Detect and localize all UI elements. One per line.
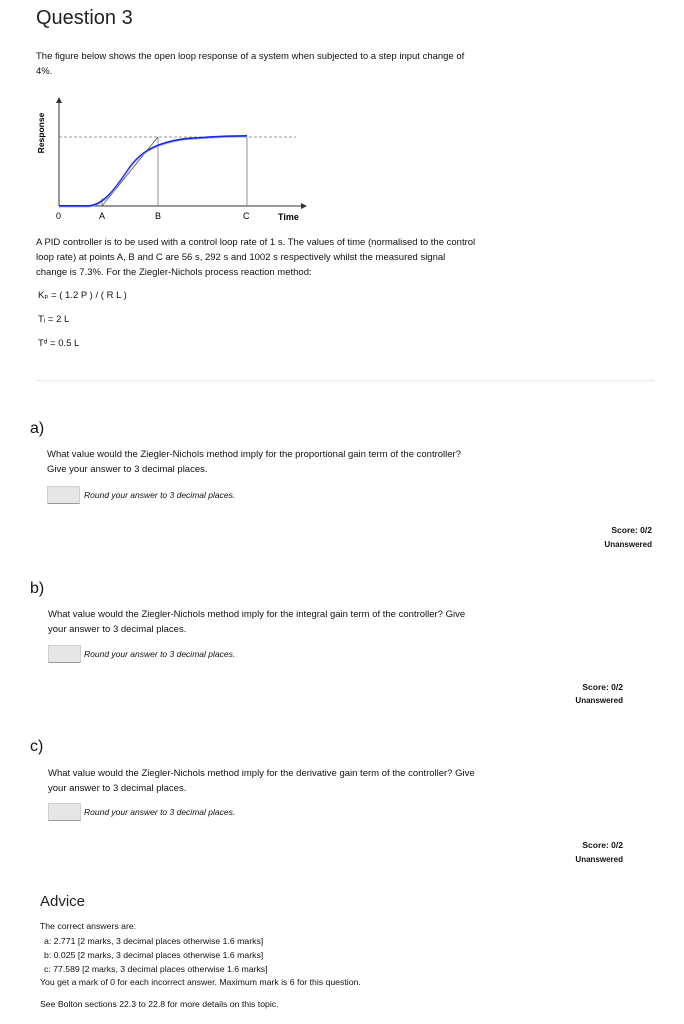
point-0-label: 0 [56,211,62,221]
part-a-hint: Round your answer to 3 decimal places. [84,490,236,500]
part-a-score: Score: 0/2 [611,525,652,535]
part-c-score: Score: 0/2 [582,840,623,850]
formula-kp: Kₚ = ( 1.2 P ) / ( R L ) [38,290,127,301]
part-b-score: Score: 0/2 [582,682,623,692]
advice-answer-a: a: 2.771 [2 marks, 3 decimal places otherwise 1.6 marks] [44,936,264,946]
part-a-status: Unanswered [604,540,652,549]
formula-ti: Tᵢ = 2 L [38,314,70,325]
part-c-answer-input[interactable] [48,803,81,821]
part-c-label: c) [30,738,44,755]
advice-answer-b: b: 0.025 [2 marks, 3 decimal places otherwise 1.6 marks] [44,950,264,960]
x-axis-label: Time [278,212,299,222]
step-response-figure [34,88,314,228]
part-b-answer-input[interactable] [48,645,81,663]
advice-intro: The correct answers are: [40,921,137,931]
point-b-label: B [155,211,162,221]
question-description: A PID controller is to be used with a control loop rate of 1 s. The values of time (normalised to the control loop rate) at points A, B and C are 56 s, 292 s and 1002 s respectively whilst the measured signal change is 7.3%. For the Ziegler-Nichols process reaction method: [36,237,476,278]
part-a-label: a) [30,420,45,437]
point-a-label: A [99,211,106,221]
part-b-question: What value would the Ziegler-Nichols method imply for the integral gain term of the controller? Give your answer to 3 decimal places. [48,609,466,635]
section-divider [36,380,654,381]
response-curve [59,136,247,206]
part-a-question: What value would the Ziegler-Nichols method imply for the proportional gain term of the controller? Give your answer to 3 decimal places. [47,449,461,475]
part-b-label: b) [30,580,45,597]
advice-answer-c: c: 77.589 [2 marks, 3 decimal places otherwise 1.6 marks] [44,964,268,974]
advice-marking: You get a mark of 0 for each incorrect answer. Maximum mark is 6 for this question. [40,977,361,987]
question-intro: The figure below shows the open loop response of a system when subjected to a step input change of 4%. [36,51,465,77]
part-c-status: Unanswered [575,855,623,864]
formula-td: Tᵈ = 0.5 L [38,338,80,349]
part-b-status: Unanswered [575,696,623,705]
y-axis-label: Response [36,112,46,154]
part-a-answer-input[interactable] [47,486,80,504]
part-b-hint: Round your answer to 3 decimal places. [84,649,236,659]
tangent-line [102,137,158,206]
part-c-question: What value would the Ziegler-Nichols method imply for the derivative gain term of the controller? Give your answer to 3 decimal places. [48,768,475,794]
part-c-hint: Round your answer to 3 decimal places. [84,807,236,817]
point-c-label: C [243,211,250,221]
advice-reference: See Bolton sections 22.3 to 22.8 for more details on this topic. [40,999,279,1009]
advice-title: Advice [40,893,86,910]
question-title: Question 3 [36,7,133,29]
